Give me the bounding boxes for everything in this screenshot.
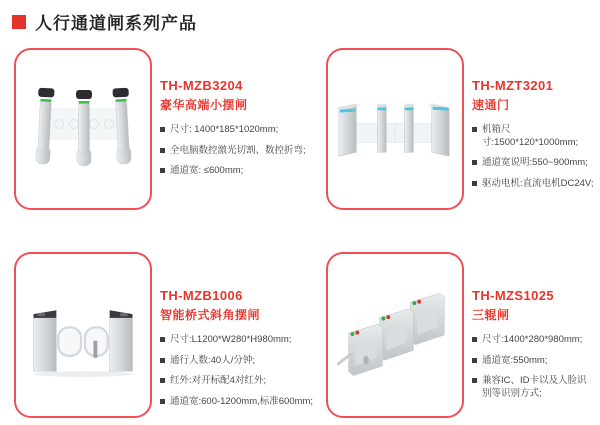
bullet-square-icon <box>160 337 165 342</box>
spec-item <box>160 355 318 368</box>
spec-text: 尺寸:1400*280*980mm; <box>482 334 583 345</box>
page-title: 人行通道闸系列产品 <box>35 14 197 33</box>
spec-text: 通道宽:550mm; <box>482 354 548 366</box>
bullet-square-icon <box>472 378 477 383</box>
product-card <box>326 48 600 210</box>
spec-text: 尺寸:L1200*W280*H980mm; <box>170 334 292 345</box>
bullet-square-icon <box>472 127 477 132</box>
product-model: TH-MZT3201 <box>472 78 554 93</box>
product-name: 速通门 <box>472 98 510 112</box>
spec-text: 红外:对开标配4对红外; <box>170 375 267 387</box>
product-model: TH-MZB1006 <box>160 288 243 303</box>
spec-list <box>472 124 600 190</box>
spec-text: 兼容IC、ID卡以及人脸识别等识别方式; <box>482 375 587 399</box>
bullet-square-icon <box>160 399 165 404</box>
spec-item <box>160 124 318 137</box>
tripod-turnstile-image <box>337 279 453 391</box>
spec-text: 通行人数:40人/分钟; <box>170 354 255 366</box>
spec-item <box>472 178 600 191</box>
product-image-frame <box>326 48 464 210</box>
speed-gate-image <box>335 81 455 177</box>
spec-text: 全电脑数控激光切割、数控折弯; <box>170 144 306 156</box>
spec-item <box>472 355 594 368</box>
bullet-square-icon <box>160 148 165 153</box>
bullet-square-icon <box>472 337 477 342</box>
bullet-square-icon <box>472 181 477 186</box>
spec-item <box>472 334 594 347</box>
bullet-square-icon <box>472 160 477 165</box>
spec-item <box>160 165 318 178</box>
spec-text: 驱动电机:直流电机DC24V; <box>482 177 594 189</box>
product-image-frame <box>14 48 152 210</box>
product-image-frame <box>14 252 152 418</box>
bullet-square-icon <box>160 358 165 363</box>
bullet-square-icon <box>160 378 165 383</box>
spec-item <box>472 375 594 400</box>
product-info <box>160 252 318 418</box>
spec-item <box>160 145 318 158</box>
swing-gate-image <box>27 73 139 185</box>
product-card <box>14 48 318 210</box>
product-name: 豪华高端小摆闸 <box>160 98 248 112</box>
product-model: TH-MZB3204 <box>160 78 243 93</box>
product-name: 三辊闸 <box>472 308 510 322</box>
spec-item <box>160 396 318 409</box>
spec-item <box>160 375 318 388</box>
bullet-square-icon <box>160 127 165 132</box>
product-info <box>472 48 600 210</box>
spec-text: 通道宽:600-1200mm,标准600mm; <box>170 395 314 407</box>
product-info <box>160 48 318 210</box>
spec-text: 通道宽: ≤600mm; <box>170 165 244 177</box>
bullet-square-icon <box>160 168 165 173</box>
spec-item <box>160 334 318 347</box>
spec-item <box>472 124 600 149</box>
product-card <box>14 252 318 418</box>
product-info <box>472 252 594 418</box>
spec-text: 通道宽说明:550~900mm; <box>482 157 588 169</box>
product-name: 智能桥式斜角摆闸 <box>160 308 261 322</box>
spec-text: 尺寸: 1400*185*1020mm; <box>170 124 279 135</box>
bullet-square-icon <box>472 358 477 363</box>
product-image-frame <box>326 252 464 418</box>
page-header <box>12 9 197 34</box>
bridge-swing-gate-image <box>24 283 142 387</box>
title-bullet-icon <box>12 15 26 29</box>
product-model: TH-MZS1025 <box>472 288 555 303</box>
spec-item <box>472 157 600 170</box>
product-card <box>326 252 594 418</box>
spec-list <box>160 124 318 178</box>
spec-list <box>472 334 594 400</box>
spec-text: 机箱尺寸:1500*120*1000mm; <box>482 124 579 148</box>
spec-list <box>160 334 318 408</box>
